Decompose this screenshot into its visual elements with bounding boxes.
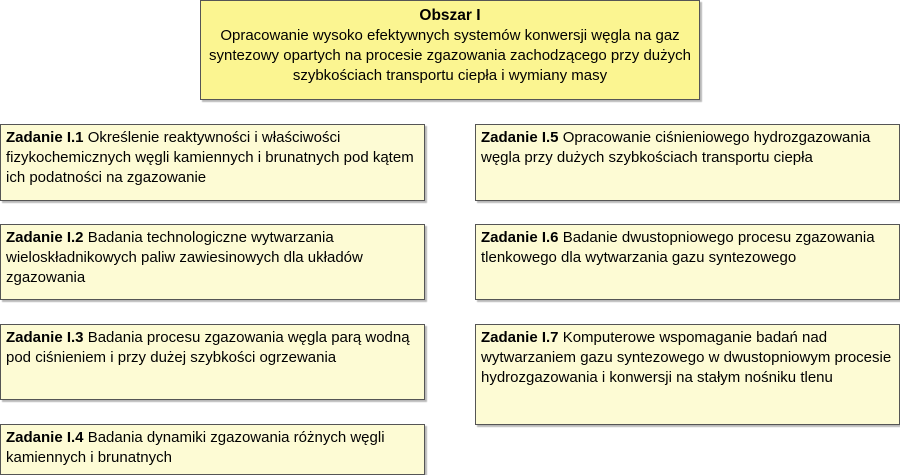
task-code: Zadanie I.7 bbox=[481, 329, 559, 346]
task-box-7 bbox=[475, 324, 900, 425]
area-box bbox=[200, 0, 700, 100]
area-description: Opracowanie wysoko efektywnych systemów konwersji węgla na gaz syntezowy opartych na procesie zgazowania zachodzącego przy dużych szybkościach transportu ciepła i wymiany masy bbox=[209, 27, 691, 84]
task-box-2 bbox=[0, 224, 425, 300]
task-text: Opracowanie ciśnieniowego hydrozgazowania węgla przy dużych szybkościach transportu ciepła bbox=[481, 129, 871, 166]
task-box-6 bbox=[475, 224, 900, 300]
task-code: Zadanie I.5 bbox=[481, 129, 559, 146]
task-box-5 bbox=[475, 124, 900, 201]
task-code: Zadanie I.3 bbox=[6, 329, 84, 346]
task-text: Badania procesu zgazowania węgla parą wodną pod ciśnieniem i przy dużej szybkości ogrzewania bbox=[6, 329, 410, 366]
task-code: Zadanie I.1 bbox=[6, 129, 84, 146]
task-text: Badania dynamiki zgazowania różnych węgli kamiennych i brunatnych bbox=[6, 429, 385, 466]
task-text: Określenie reaktywności i właściwości fizykochemicznych węgli kamiennych i brunatnych pod kątem ich podatności na zgazowanie bbox=[6, 129, 414, 186]
task-text: Badanie dwustopniowego procesu zgazowania tlenkowego dla wytwarzania gazu syntezowego bbox=[481, 229, 875, 266]
area-title: Obszar I bbox=[419, 7, 481, 24]
task-code: Zadanie I.2 bbox=[6, 229, 84, 246]
task-text: Badania technologiczne wytwarzania wieloskładnikowych paliw zawiesinowych dla układów zgazowania bbox=[6, 229, 363, 286]
task-code: Zadanie I.4 bbox=[6, 429, 84, 446]
task-box-4 bbox=[0, 424, 425, 475]
task-box-1 bbox=[0, 124, 425, 201]
task-code: Zadanie I.6 bbox=[481, 229, 559, 246]
task-box-3 bbox=[0, 324, 425, 400]
task-text: Komputerowe wspomaganie badań nad wytwarzaniem gazu syntezowego w dwustopniowym procesie hydrozgazowania i konwersji na stałym nośniku tlenu bbox=[481, 329, 892, 386]
